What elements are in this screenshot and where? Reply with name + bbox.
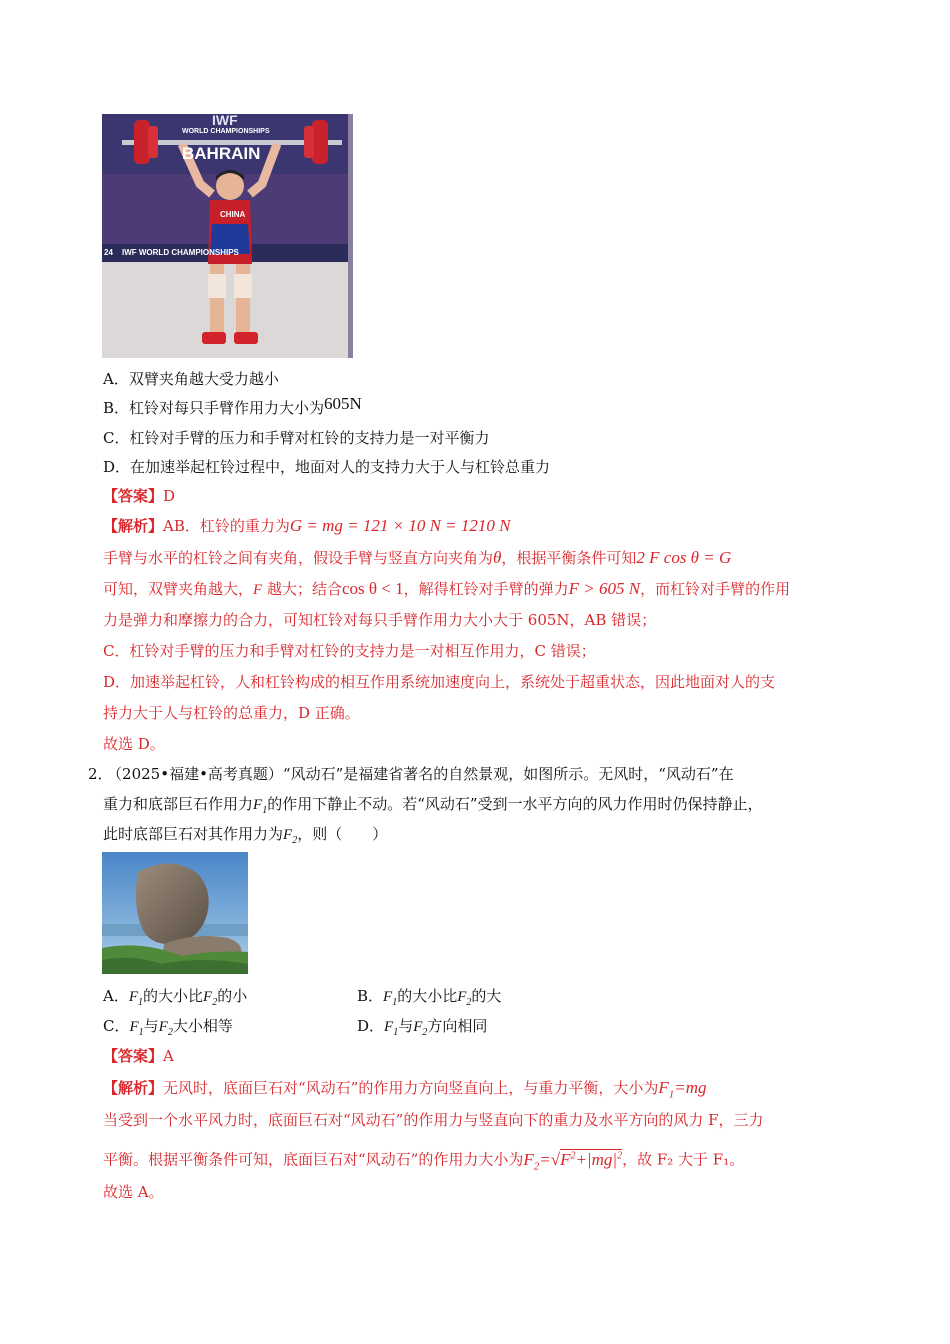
q2-option-a	[103, 986, 247, 1013]
q2-option-d-f2: F	[413, 1019, 423, 1035]
q2-option-a-f1-sub: 1	[138, 997, 144, 1008]
q2-option-c-f2: F	[158, 1019, 168, 1035]
q2-option-a-end: 的小	[217, 987, 248, 1005]
q2-option-a-f1: F	[128, 989, 139, 1005]
q2-option-d-label: D．	[357, 1017, 385, 1035]
q2-a1-text: 无风时，底面巨石对“风动石”的作用力方向竖直向上，与重力平衡，大小为	[163, 1079, 659, 1097]
q1-answer-value: D	[163, 487, 176, 505]
q2-stem-line1	[88, 764, 734, 784]
q2-option-b-end: 的大	[471, 987, 502, 1005]
q2-option-b-label: B．	[357, 987, 384, 1005]
q1-option-b-text: B．杠铃对每只手臂作用力大小为	[103, 399, 325, 417]
q2-line3b: ，则（ ）	[297, 825, 388, 843]
photo-logo-text: IWF	[212, 114, 238, 128]
q1-analysis-line1	[103, 516, 511, 536]
photo-shirt-text: CHINA	[220, 210, 246, 219]
q1-analysis-line7: 持力大于人与杠铃的总重力，D 正确。	[103, 704, 360, 722]
q1-a2-formula: 2 F cos θ = G	[636, 548, 732, 567]
q2-analysis-line1	[103, 1078, 707, 1104]
q2-option-d	[357, 1016, 487, 1043]
q1-a3-F: F	[253, 582, 263, 598]
q1-a3-text: 可知，双臂夹角越大，	[103, 580, 254, 598]
q2-analysis-label: 【解析】	[103, 1079, 164, 1097]
photo-banner-text: WORLD CHAMPIONSHIPS	[182, 128, 270, 135]
q2-option-d-f2-sub: 2	[422, 1027, 428, 1038]
q2-option-b-f1: F	[383, 989, 393, 1005]
q1-analysis-line5: C．杠铃对手臂的压力和手臂对杠铃的支持力是一对相互作用力，C 错误；	[103, 642, 596, 660]
q1-a3-end: ，而杠铃对手臂的作用	[640, 580, 791, 598]
q1-analysis-line3	[103, 579, 790, 600]
q2-option-a-f2: F	[203, 989, 213, 1005]
q1-gravity-formula: G = mg = 121 × 10 N = 1210 N	[289, 516, 511, 535]
q1-option-c: C．杠铃对手臂的压力和手臂对杠铃的支持力是一对平衡力	[103, 429, 490, 447]
q2-option-b-f1-sub: 1	[392, 997, 398, 1008]
q2-F1-sub: 1	[262, 805, 268, 816]
q2-answer-label: 【答案】	[103, 1047, 164, 1065]
q2-number: 2．	[88, 765, 113, 783]
q2-option-d-end: 方向相同	[427, 1017, 488, 1035]
q1-a2-mid: ，根据平衡条件可知	[501, 549, 637, 567]
q2-F2-sub: 2	[292, 835, 298, 846]
photo-board-year: 24	[104, 248, 113, 257]
q2-option-b	[357, 986, 501, 1013]
q1-option-d: D．在加速举起杠铃过程中，地面对人的支持力大于人与杠铃总重力	[103, 458, 551, 476]
q1-conclusion: 故选 D。	[103, 735, 165, 753]
q2-option-c-mid: 与	[143, 1017, 159, 1035]
q1-analysis-a1-text: AB．杠铃的重力为	[163, 517, 290, 535]
q1-answer-label: 【答案】	[103, 487, 164, 505]
q2-answer	[103, 1046, 174, 1066]
weightlifter-photo	[102, 114, 353, 358]
q2-F2: F	[283, 827, 293, 843]
q1-option-a: A．双臂夹角越大受力越小	[103, 370, 279, 388]
q2-option-d-mid: 与	[398, 1017, 414, 1035]
q2-option-a-f2-sub: 2	[212, 997, 218, 1008]
q2-F1: F	[253, 797, 263, 813]
q2-analysis-line3	[103, 1146, 744, 1176]
q2-option-d-f1: F	[384, 1019, 394, 1035]
q2-option-c-label: C．	[103, 1017, 130, 1035]
q2-option-c-f1: F	[129, 1019, 139, 1035]
q1-a3-ineq: F > 605 N	[568, 579, 641, 598]
q1-a3-cos: cos θ < 1	[341, 579, 404, 598]
q2-conclusion: 故选 A。	[103, 1183, 164, 1201]
q1-a2-text: 手臂与水平的杠铃之间有夹角，假设手臂与竖直方向夹角为	[103, 549, 494, 567]
wind-moving-stone-photo	[102, 852, 248, 974]
q1-analysis-label: 【解析】	[103, 517, 164, 535]
q1-option-b	[103, 394, 362, 418]
q2-option-a-mid: 的大小比	[143, 987, 204, 1005]
q1-option-b-value: 605N	[324, 394, 362, 413]
q2-option-c	[103, 1016, 233, 1043]
q2-option-c-f1-sub: 1	[138, 1027, 144, 1038]
q2-option-b-f2: F	[457, 989, 467, 1005]
q2-option-a-label: A．	[103, 987, 129, 1005]
q2-option-b-f2-sub: 2	[466, 997, 472, 1008]
q2-option-d-f1-sub: 1	[393, 1027, 399, 1038]
q2-line2b: 的作用下静止不动。若“风动石”受到一水平方向的风力作用时仍保持静止，	[267, 795, 763, 813]
q2-analysis-line2: 当受到一个水平风力时，底面巨石对“风动石”的作用力与竖直向下的重力及水平方向的风力 F，三力	[103, 1111, 764, 1129]
q1-a3-mid: 越大；结合	[262, 580, 342, 598]
q2-stem-line3	[103, 824, 387, 851]
q2-line3a: 此时底部巨石对其作用力为	[103, 825, 284, 843]
q2-option-c-end: 大小相等	[172, 1017, 233, 1035]
q1-analysis-line2	[103, 548, 731, 568]
q2-a3-end: ，故 F₂ 大于 F₁。	[622, 1150, 745, 1169]
q2-f2-formula: $F_2=√F^2+|mg|^2$	[523, 1149, 623, 1173]
q1-a2-theta: θ	[493, 548, 502, 567]
q2-f1-formula: $F_1=mg$	[658, 1078, 707, 1101]
photo-city-text: BAHRAIN	[182, 144, 261, 163]
q2-line2a: 重力和底部巨石作用力	[103, 795, 254, 813]
q1-analysis-line6: D．加速举起杠铃，人和杠铃构成的相互作用系统加速度向上，系统处于超重状态，因此地面对人的支	[103, 673, 776, 691]
q2-option-b-mid: 的大小比	[397, 987, 458, 1005]
q2-stem-line2	[103, 794, 763, 821]
q1-a3-mid2: ，解得杠铃对手臂的弹力	[403, 580, 569, 598]
q2-line1-text: （2025•福建•高考真题）“风动石”是福建省著名的自然景观，如图所示。无风时，“风动石”在	[114, 765, 734, 783]
q1-analysis-line4: 力是弹力和摩擦力的合力，可知杠铃对每只手臂作用力大小大于 605N，AB 错误；	[103, 611, 657, 629]
q2-a3-text: 平衡。根据平衡条件可知，底面巨石对“风动石”的作用力大小为	[103, 1150, 524, 1169]
q2-option-c-f2-sub: 2	[167, 1027, 173, 1038]
photo-board-text: IWF WORLD CHAMPIONSHIPS	[122, 248, 239, 257]
q2-answer-value: A	[163, 1047, 174, 1065]
q1-answer	[103, 486, 175, 506]
